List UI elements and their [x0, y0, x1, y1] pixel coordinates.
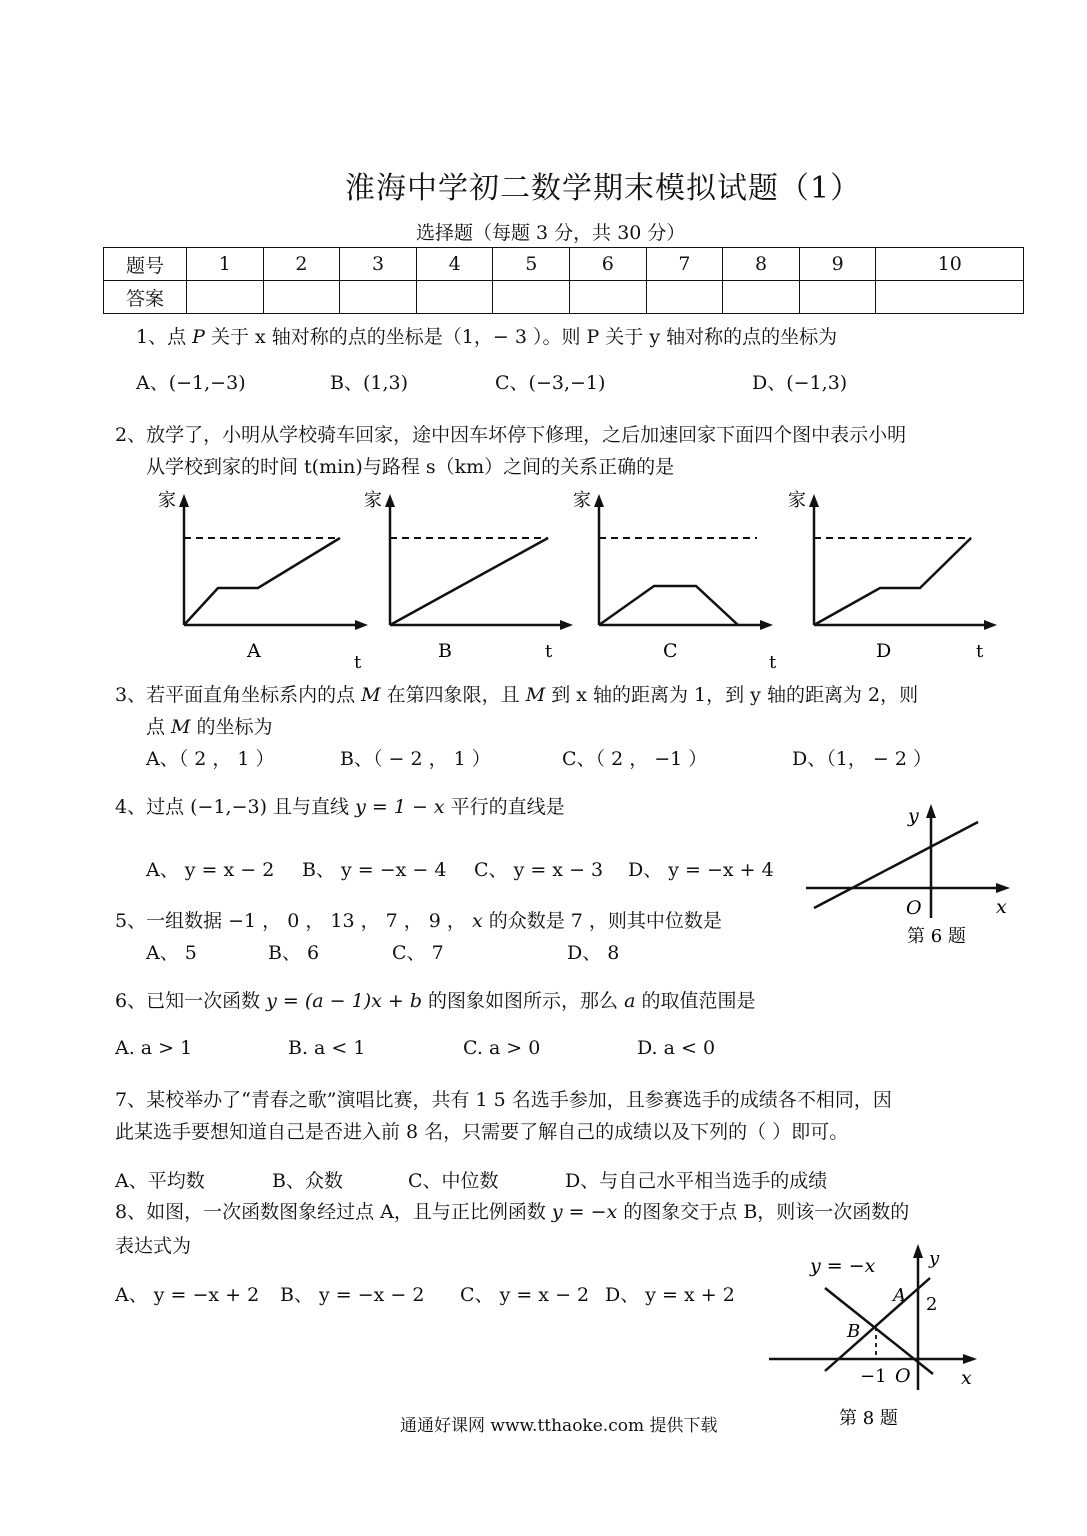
graph-caption: B	[438, 640, 452, 662]
answer-cell[interactable]	[340, 281, 417, 314]
q6-text: 的图象如图所示，那么	[422, 990, 625, 1012]
answer-cell[interactable]	[187, 281, 264, 314]
question-2-line2: 从学校到家的时间 t(min)与路程 s（km）之间的关系正确的是	[146, 456, 675, 478]
q6-text: 6、已知一次函数	[115, 990, 267, 1012]
question-number-cell: 6	[570, 248, 647, 281]
arrow-right-icon	[984, 620, 997, 630]
q6-option-d: D. a < 0	[637, 1037, 716, 1059]
q5-option-a: A、 5	[146, 942, 197, 964]
q4-expr: y = 1 − x	[355, 796, 445, 818]
answer-cell[interactable]	[876, 281, 1024, 314]
x-tick-label: −1	[860, 1366, 887, 1387]
question-7-line1: 7、某校举办了“青春之歌”演唱比赛，共有 1 5 名选手参加，且参赛选手的成绩各不相同，因	[115, 1089, 892, 1111]
q3-var: M	[525, 684, 546, 706]
q1-option-a: A、(−1,−3)	[136, 372, 246, 394]
q4-option-b: B、 y = −x − 4	[302, 859, 447, 881]
q5-option-d: D、 8	[567, 942, 620, 964]
arrow-right-icon	[963, 1354, 977, 1364]
q3-option-d: D、（1， − 2 ）	[792, 748, 932, 770]
question-number-cell: 4	[416, 248, 493, 281]
q3-option-b: B、（ − 2 ， 1 ）	[340, 748, 491, 770]
q3-text: 在第四象限，且	[380, 684, 526, 706]
graph-line	[814, 538, 971, 625]
graph-line	[184, 538, 340, 625]
q8-option-a: A、 y = −x + 2	[115, 1284, 260, 1306]
q1-option-d: D、(−1,3)	[752, 372, 848, 394]
q3-text: 3、若平面直角坐标系内的点	[115, 684, 362, 706]
q1-option-c: C、(−3,−1)	[495, 372, 606, 394]
q2-graph-b	[350, 480, 590, 675]
x-axis-label: t	[976, 641, 984, 662]
question-number-cell: 7	[646, 248, 723, 281]
x-axis-label: x	[996, 896, 1007, 918]
question-1	[136, 322, 837, 349]
table-row	[104, 248, 1024, 281]
y-axis-label: y	[908, 805, 919, 827]
q6-option-c: C. a > 0	[463, 1037, 541, 1059]
row-label-answer: 答案	[104, 281, 187, 314]
y-axis-label: 家	[788, 490, 806, 511]
line-label: y = −x	[810, 1255, 876, 1277]
question-number-cell: 2	[263, 248, 340, 281]
question-4	[115, 792, 565, 819]
arrow-up-icon	[926, 804, 936, 818]
answer-cell[interactable]	[723, 281, 800, 314]
q7-option-b: B、众数	[272, 1170, 343, 1192]
question-6	[115, 986, 755, 1013]
linear-function-line	[825, 1278, 930, 1371]
q5-option-c: C、 7	[392, 942, 444, 964]
question-3-line2	[146, 712, 273, 739]
figure-caption: 第 8 题	[839, 1408, 898, 1429]
q4-text: 平行的直线是	[444, 796, 565, 818]
q3-option-a: A、（ 2 ， 1 ）	[146, 748, 275, 770]
question-number-cell: 3	[340, 248, 417, 281]
question-number-cell: 10	[876, 248, 1024, 281]
question-8-line1	[115, 1197, 909, 1224]
arrow-right-icon	[996, 883, 1010, 893]
q4-option-d: D、 y = −x + 4	[628, 859, 774, 881]
arrow-up-icon	[385, 494, 395, 507]
q2-graph-d	[774, 480, 1014, 675]
q1-text: 关于 x 轴对称的点的坐标是（1，− 3 ）。则 P 关于 y 轴对称的点的坐标为	[204, 326, 838, 348]
q6-var: a	[624, 990, 636, 1012]
q8-expr: y = −x	[551, 1201, 618, 1223]
q5-option-b: B、 6	[268, 942, 320, 964]
arrow-up-icon	[179, 494, 189, 507]
y-axis-label: 家	[364, 490, 382, 511]
answer-cell[interactable]	[416, 281, 493, 314]
answer-table	[103, 247, 1024, 314]
q3-var: M	[361, 684, 381, 706]
answer-cell[interactable]	[646, 281, 723, 314]
q7-option-d: D、与自己水平相当选手的成绩	[565, 1170, 828, 1192]
question-8-line2: 表达式为	[115, 1235, 192, 1257]
answer-cell[interactable]	[263, 281, 340, 314]
question-number-cell: 1	[187, 248, 264, 281]
arrow-up-icon	[594, 494, 604, 507]
point-a-label: A	[893, 1285, 906, 1306]
q6-option-a: A. a > 1	[115, 1037, 193, 1059]
x-axis-label: x	[961, 1367, 972, 1389]
q1-option-b: B、(1,3)	[330, 372, 409, 394]
page-title: 淮海中学初二数学期末模拟试题（1）	[345, 171, 862, 206]
question-3-line1	[115, 680, 918, 707]
figure-caption: 第 6 题	[907, 926, 966, 947]
y-tick-label: 2	[926, 1294, 938, 1315]
point-b-label: B	[847, 1321, 861, 1342]
q4-option-a: A、 y = x − 2	[146, 859, 275, 881]
q3-text: 的坐标为	[190, 716, 273, 738]
origin-label: O	[906, 897, 922, 919]
question-number-cell: 9	[799, 248, 876, 281]
question-2-line1: 2、放学了，小明从学校骑车回家，途中因车坏停下修理，之后加速回家下面四个图中表示小明	[115, 424, 907, 446]
graph-line	[390, 538, 548, 625]
q4-text: 4、过点 (−1,−3) 且与直线	[115, 796, 356, 818]
question-number-cell: 5	[493, 248, 570, 281]
q8-option-d: D、 y = x + 2	[605, 1284, 735, 1306]
x-axis-label: t	[769, 652, 777, 673]
question-7-line2: 此某选手要想知道自己是否进入前 8 名，只需要了解自己的成绩以及下列的（ ）即可。	[115, 1121, 849, 1143]
arrow-up-icon	[809, 494, 819, 507]
graph-caption: C	[663, 640, 678, 662]
table-row	[104, 281, 1024, 314]
figure-6	[800, 798, 1020, 953]
origin-label: O	[895, 1365, 911, 1387]
q3-text: 点	[146, 716, 172, 738]
graph-caption: D	[876, 640, 892, 662]
q5-text: 的众数是 7 ，则其中位数是	[482, 910, 722, 932]
q7-option-c: C、中位数	[408, 1170, 499, 1192]
q4-option-c: C、 y = x − 3	[474, 859, 604, 881]
q5-text: 5、一组数据 −1 ， 0 ， 13 ， 7 ， 9 ，	[115, 910, 472, 932]
graph-line	[599, 586, 738, 625]
answer-cell[interactable]	[493, 281, 570, 314]
q3-option-c: C、（ 2 ， −1 ）	[562, 748, 708, 770]
question-5	[115, 906, 722, 933]
section-header: 选择题（每题 3 分，共 30 分）	[416, 222, 686, 244]
q8-option-b: B、 y = −x − 2	[280, 1284, 425, 1306]
q5-var: x	[471, 910, 483, 932]
x-axis-label: t	[545, 641, 553, 662]
y-axis-label: 家	[573, 490, 591, 511]
q1-var: P	[192, 326, 205, 348]
q7-option-a: A、平均数	[115, 1170, 205, 1192]
arrow-up-icon	[913, 1244, 923, 1258]
function-line	[814, 822, 978, 908]
q1-text: 1、点	[136, 326, 193, 348]
q6-text: 的取值范围是	[635, 990, 756, 1012]
y-axis-label: 家	[158, 490, 176, 511]
figure-8	[765, 1240, 995, 1435]
y-axis-label: y	[929, 1248, 940, 1269]
q6-option-b: B. a < 1	[288, 1037, 366, 1059]
x-axis-label: t	[354, 652, 362, 673]
q2-graph-a	[140, 480, 380, 675]
q3-var: M	[171, 716, 191, 738]
q8-text: 的图象交于点 B，则该一次函数的	[617, 1201, 910, 1223]
q8-option-c: C、 y = x − 2	[460, 1284, 590, 1306]
arrow-right-icon	[760, 620, 773, 630]
q6-expr: y = (a − 1)x + b	[266, 990, 422, 1012]
q8-text: 8、如图，一次函数图象经过点 A，且与正比例函数	[115, 1201, 552, 1223]
graph-caption: A	[247, 640, 261, 662]
q2-graph-c	[560, 480, 800, 675]
question-number-cell: 8	[723, 248, 800, 281]
q3-text: 到 x 轴的距离为 1，到 y 轴的距离为 2，则	[545, 684, 919, 706]
answer-cell[interactable]	[799, 281, 876, 314]
row-label-number: 题号	[104, 248, 187, 281]
footer-text: 通通好课网 www.tthaoke.com 提供下载	[400, 1416, 718, 1436]
answer-cell[interactable]	[570, 281, 647, 314]
